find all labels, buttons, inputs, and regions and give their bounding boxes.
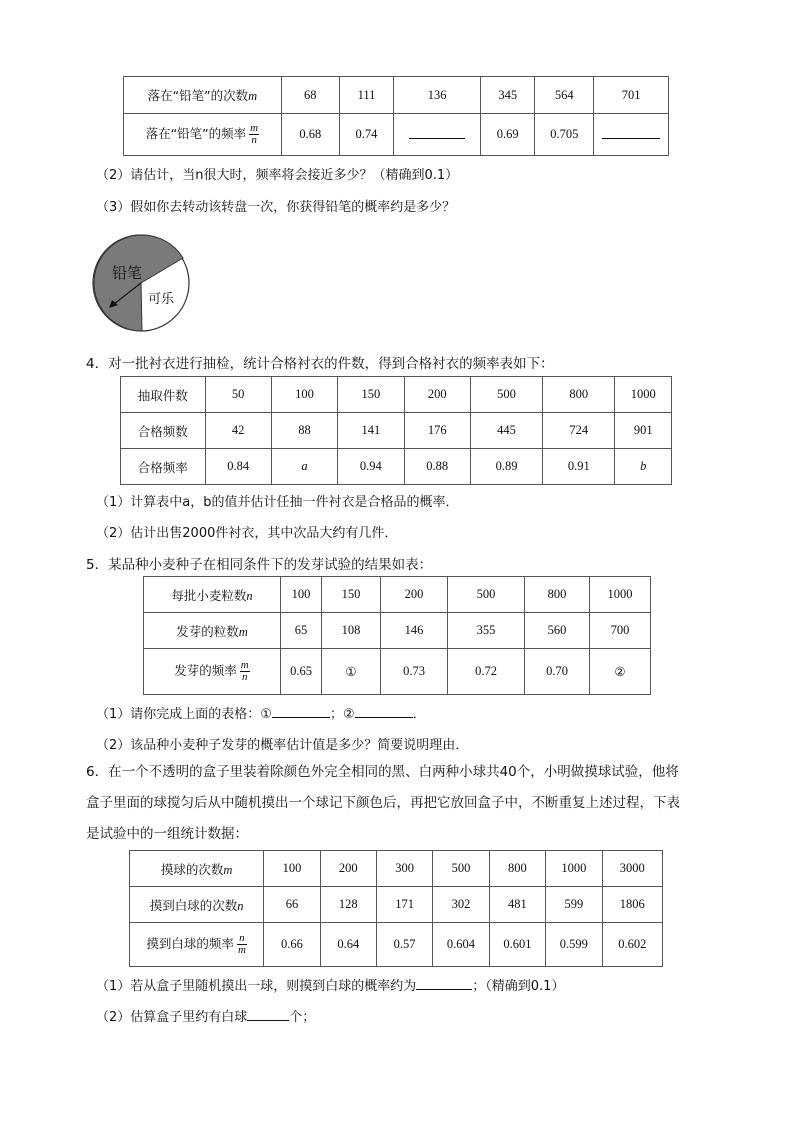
fraction-n-over-m: $\frac{n}{m}$ [237,932,246,956]
q6-cell: 481 [489,887,545,923]
q5-sub2: （2）该品种小麦种子发芽的概率估计值是多少？简要说明理由． [96,738,469,753]
q6-cell: 800 [489,851,545,887]
q6-row3-label: 摸到白球的频率 $\frac{n}{m}$ [130,923,264,967]
q6-cell: 0.66 [264,923,320,967]
q3-cell: 136 [394,77,481,114]
q3-row1-label: 落在“铅笔”的次数m [124,77,282,114]
q4-cell: 141 [338,413,404,449]
q4-cell-variable: b [615,449,672,485]
q5-cell: 700 [590,613,651,649]
q4-sub1: （1）计算表中a，b的值并估计任抽一件衬衣是合格品的概率． [96,495,459,510]
q3-blank-cell [594,114,669,156]
q5-row2-label: 发芽的粒数m [144,613,281,649]
q4-cell: 800 [543,377,615,413]
q5-cell: 0.72 [448,649,525,695]
answer-blank [409,126,465,139]
q5-sub1: （1）请你完成上面的表格：① ；② ． [96,707,426,722]
answer-blank [355,705,413,718]
pie-label-pencil: 铅笔 [112,264,143,282]
q6-cell: 0.57 [376,923,432,967]
q6-cell: 128 [320,887,376,923]
q3-cell: 345 [480,77,534,114]
q4-cell: 88 [271,413,337,449]
q6-cell: 0.64 [320,923,376,967]
q4-cell: 445 [470,413,542,449]
q6-row1-label: 摸球的次数m [130,851,264,887]
q4-cell: 50 [205,377,271,413]
q5-cell: 560 [525,613,590,649]
q4-cell: 0.91 [543,449,615,485]
q5-cell: 500 [448,577,525,613]
q5-cell: 1000 [590,577,651,613]
q6-sub1: （1）若从盒子里随机摸出一球，则摸到白球的概率约为 ；（精确到0.1） [96,979,565,994]
q5-cell: 146 [381,613,448,649]
q6-cell: 500 [433,851,489,887]
fraction-m-over-n: $\frac{m}{n}$ [240,659,249,683]
answer-blank [272,705,330,718]
spinner-pie [90,232,192,334]
q6-cell: 200 [320,851,376,887]
q4-cell: 1000 [615,377,672,413]
q4-shirt-table [120,376,672,485]
q6-stem: 6．在一个不透明的盒子里装着除颜色外完全相同的黑、白两种小球共40个，小明做摸球试验，他将 盒子里面的球搅匀后从中随机摸出一个球记下颜色后，再把它放回盒子中，不断重复上述过程，下表 是试验中的一组统计数据： [86,764,680,842]
q4-cell: 42 [205,413,271,449]
q5-cell: 0.70 [525,649,590,695]
q6-cell: 100 [264,851,320,887]
q3-cell: 0.74 [339,114,393,156]
q4-cell: 150 [338,377,404,413]
q3-cell: 701 [594,77,669,114]
q6-cell: 0.599 [546,923,602,967]
q4-cell-variable: a [271,449,337,485]
q4-row-label: 抽取件数 [121,377,206,413]
q6-sub2: （2）估算盒子里约有白球 个； [96,1010,316,1025]
q5-cell: 108 [322,613,381,649]
q6-cell: 66 [264,887,320,923]
q6-cell: 1000 [546,851,602,887]
q4-cell: 724 [543,413,615,449]
fraction-m-over-n: $\frac{m}{n}$ [250,122,259,146]
q3-row2-label: 落在“铅笔”的频率 $\frac{m}{n}$ [124,114,282,156]
q6-cell: 0.604 [433,923,489,967]
q4-row-label: 合格频率 [121,449,206,485]
q5-cell: 355 [448,613,525,649]
q6-cell: 302 [433,887,489,923]
q6-row2-label: 摸到白球的次数n [130,887,264,923]
q3-sub2: （2）请估计，当n很大时，频率将会接近多少？（精确到0.1） [96,168,459,183]
q4-stem: 4．对一批衬衣进行抽检，统计合格衬衣的件数，得到合格衬衣的频率表如下： [86,356,554,372]
q3-frequency-table [123,76,669,156]
q4-row-label: 合格频数 [121,413,206,449]
pie-label-cola: 可乐 [148,292,175,307]
q5-stem: 5．某品种小麦种子在相同条件下的发芽试验的结果如表： [86,557,433,573]
q4-cell: 0.84 [205,449,271,485]
q4-cell: 200 [404,377,470,413]
q3-cell: 0.705 [535,114,594,156]
q5-cell: 100 [281,577,322,613]
q5-cell: 65 [281,613,322,649]
q3-cell: 111 [339,77,393,114]
q5-cell: 200 [381,577,448,613]
q4-cell: 0.94 [338,449,404,485]
q6-ball-table [129,850,663,967]
q3-cell: 0.69 [480,114,534,156]
q6-cell: 0.602 [602,923,662,967]
q3-cell: 68 [281,77,339,114]
q4-cell: 176 [404,413,470,449]
q4-cell: 500 [470,377,542,413]
q6-cell: 0.601 [489,923,545,967]
q4-sub2: （2）估计出售2000件衬衣，其中次品大约有几件． [96,526,398,541]
q5-cell: ① [322,649,381,695]
q6-cell: 300 [376,851,432,887]
q3-cell: 564 [535,77,594,114]
q4-cell: 0.88 [404,449,470,485]
q6-cell: 1806 [602,887,662,923]
q5-row3-label: 发芽的频率 $\frac{m}{n}$ [144,649,281,695]
q3-blank-cell [394,114,481,156]
q3-cell: 0.68 [281,114,339,156]
q4-cell: 0.89 [470,449,542,485]
q5-row1-label: 每批小麦粒数n [144,577,281,613]
q5-cell: 150 [322,577,381,613]
q6-cell: 599 [546,887,602,923]
q4-cell: 901 [615,413,672,449]
q5-cell: 0.65 [281,649,322,695]
q5-cell: ② [590,649,651,695]
answer-blank [602,126,660,139]
q3-sub3: （3）假如你去转动该转盘一次，你获得铅笔的概率约是多少？ [96,200,456,215]
q5-cell: 800 [525,577,590,613]
answer-blank [416,977,472,990]
q6-cell: 171 [376,887,432,923]
q6-cell: 3000 [602,851,662,887]
q5-cell: 0.73 [381,649,448,695]
answer-blank [247,1008,289,1021]
q5-wheat-table [143,576,651,695]
q4-cell: 100 [271,377,337,413]
